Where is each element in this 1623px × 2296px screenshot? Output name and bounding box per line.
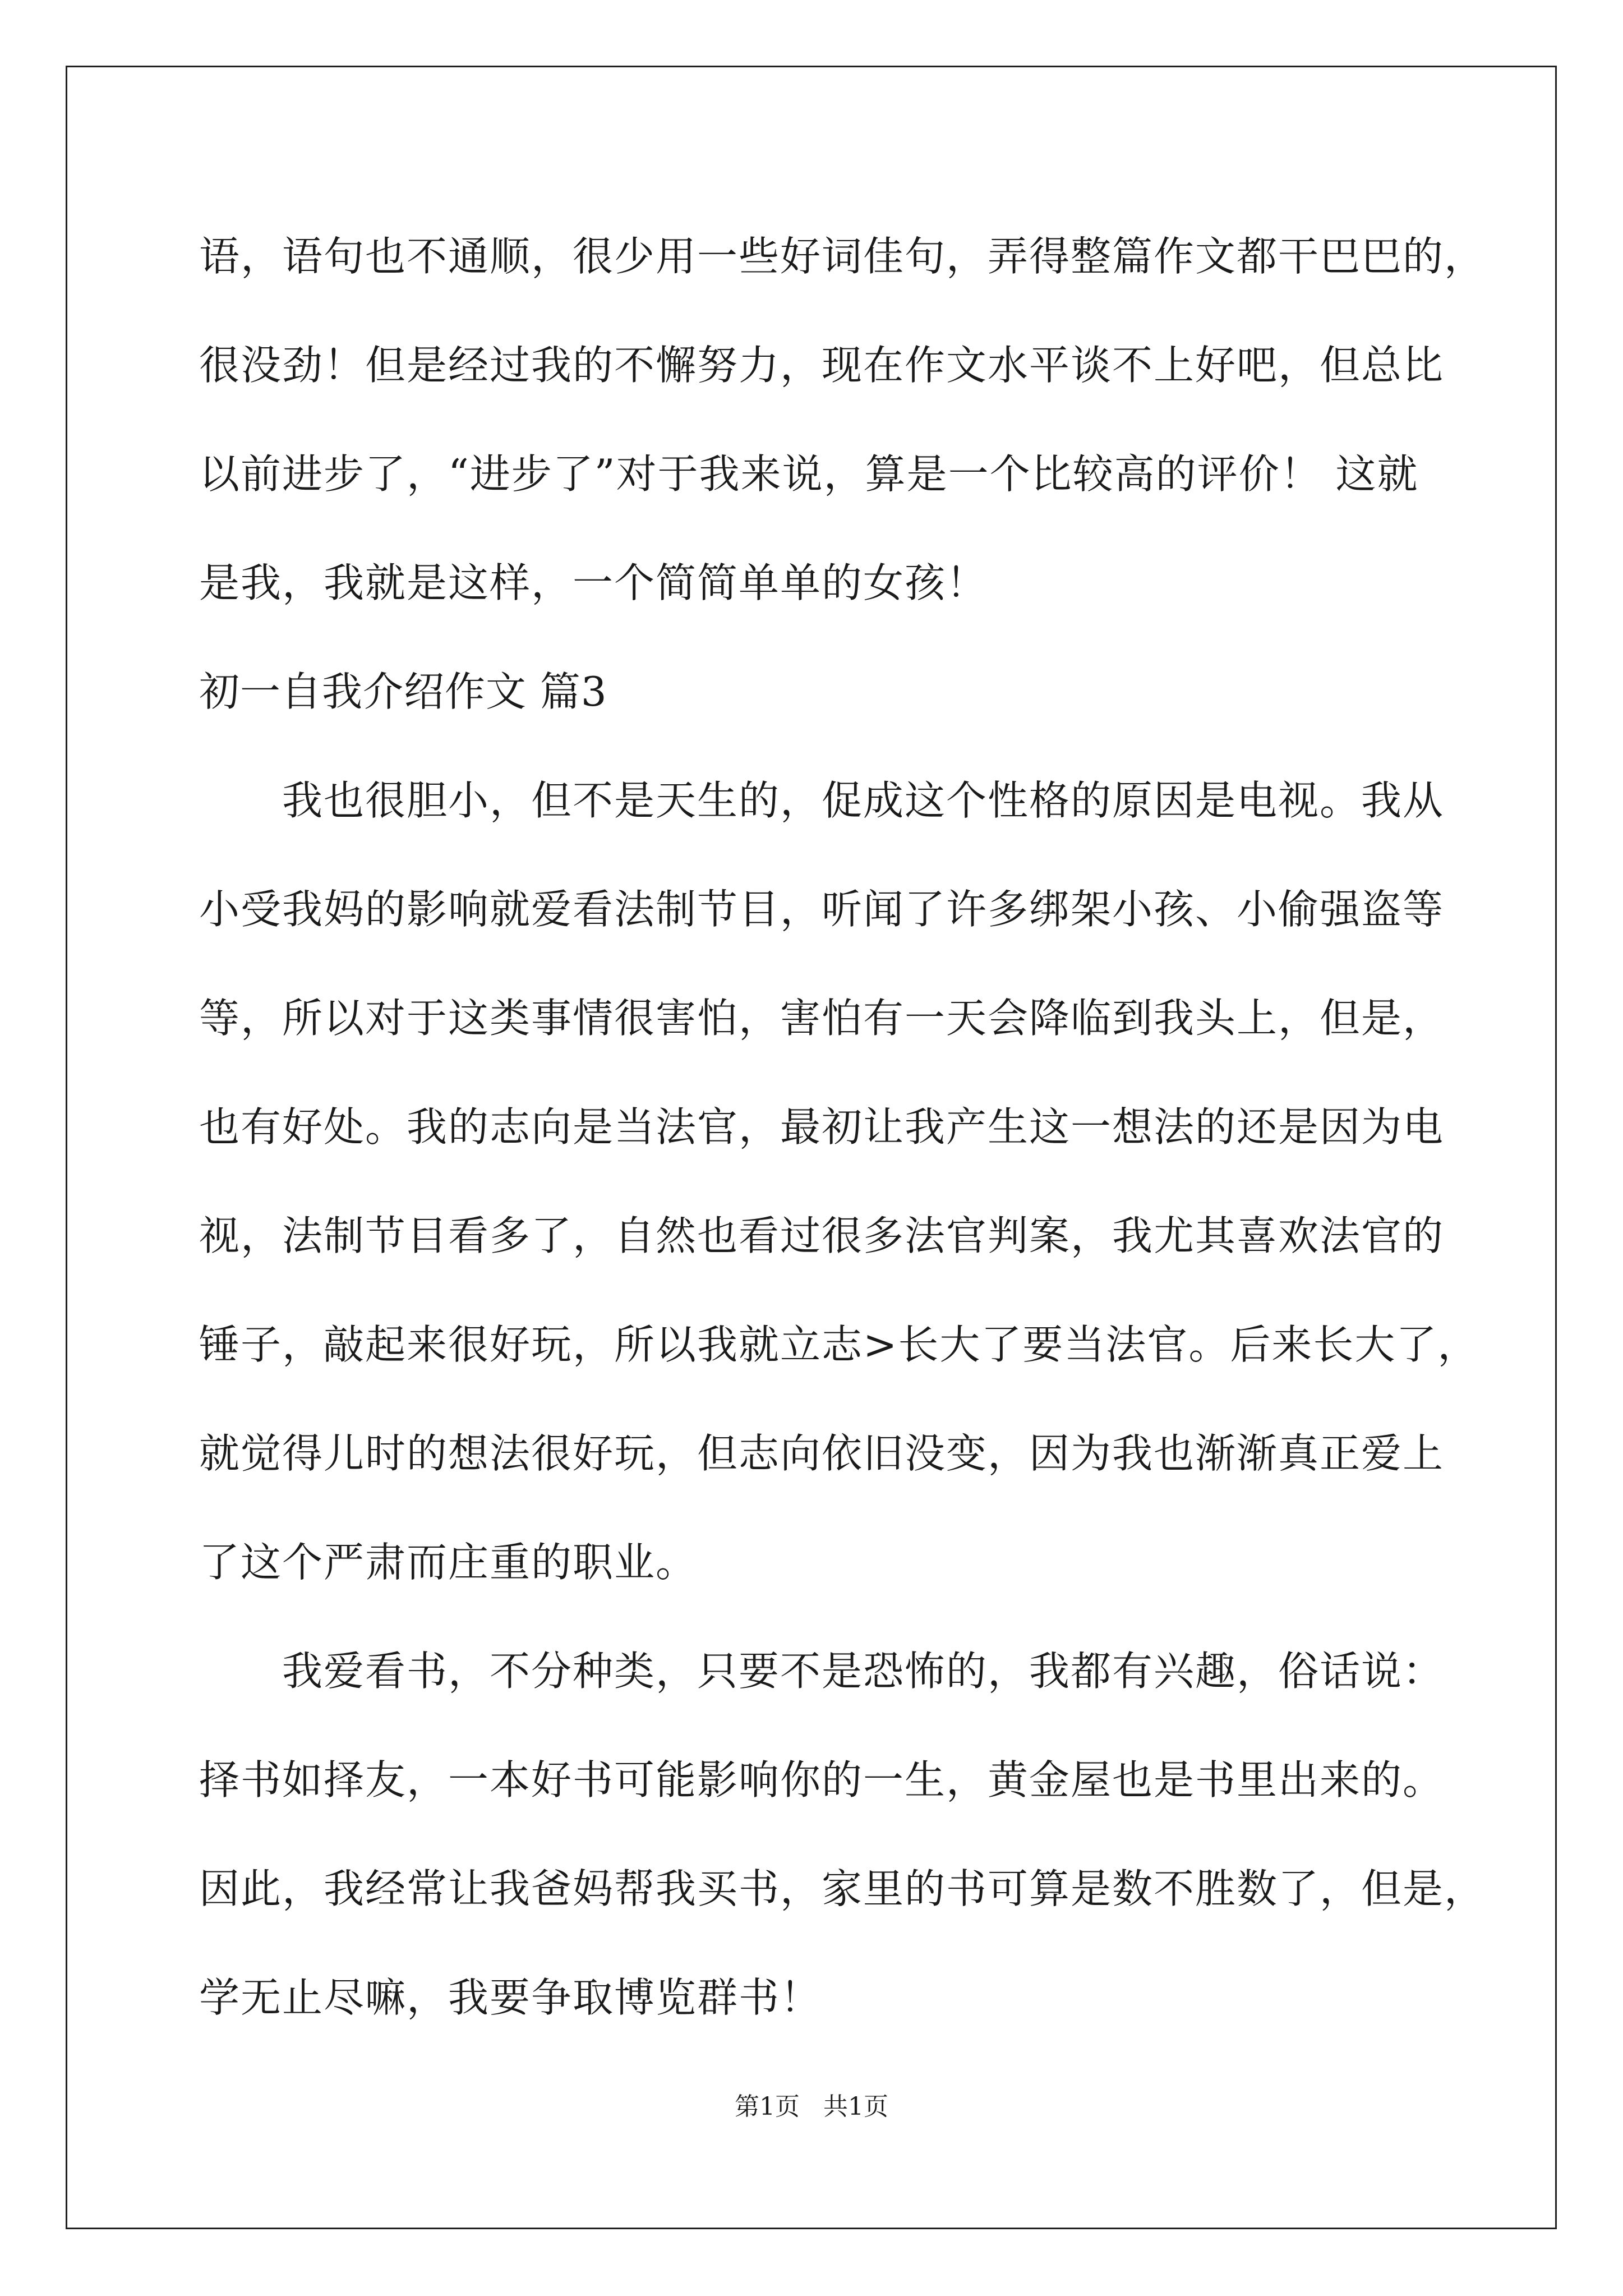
text-line: 等，所以对于这类事情很害怕，害怕有一天会降临到我头上，但是， <box>199 995 1445 1042</box>
page-footer: 第1页 共1页 <box>735 2092 888 2121</box>
text-line: 以前进步了，“进步了”对于我来说，算是一个比较高的评价！ 这就 <box>199 450 1419 498</box>
text-line: 语，语句也不通顺，很少用一些好词佳句，弄得整篇作文都干巴巴的， <box>199 233 1486 280</box>
text-line: 锤子，敲起来很好玩，所以我就立志>长大了要当法官。后来长大了， <box>199 1321 1479 1368</box>
text-line: 视，法制节目看多了，自然也看过很多法官判案，我尤其喜欢法官的 <box>199 1212 1445 1259</box>
text-line: 是我，我就是这样，一个简简单单的女孩！ <box>199 559 988 606</box>
text-line: 小受我妈的影响就爱看法制节目，听闻了许多绑架小孩、小偷强盗等 <box>199 886 1445 933</box>
text-line: 我爱看书，不分种类，只要不是恐怖的，我都有兴趣，俗话说： <box>199 1648 1445 1695</box>
text-line: 择书如择友，一本好书可能影响你的一生，黄金屋也是书里出来的。 <box>199 1756 1445 1803</box>
text-line: 我也很胆小，但不是天生的，促成这个性格的原因是电视。我从 <box>199 777 1445 824</box>
text-line: 了这个严肃而庄重的职业。 <box>199 1539 698 1586</box>
text-line: 也有好处。我的志向是当法官，最初让我产生这一想法的还是因为电 <box>199 1103 1445 1151</box>
document-body <box>199 202 1486 2052</box>
text-line: 很没劲！但是经过我的不懈努力，现在作文水平谈不上好吧，但总比 <box>199 342 1445 389</box>
section-heading: 初一自我介绍作文 篇3 <box>199 668 607 715</box>
text-line: 学无止尽嘛，我要争取博览群书！ <box>199 1974 822 2021</box>
text-line: 因此，我经常让我爸妈帮我买书，家里的书可算是数不胜数了，但是， <box>199 1865 1486 1912</box>
text-line: 就觉得儿时的想法很好玩，但志向依旧没变，因为我也渐渐真正爱上 <box>199 1430 1445 1477</box>
